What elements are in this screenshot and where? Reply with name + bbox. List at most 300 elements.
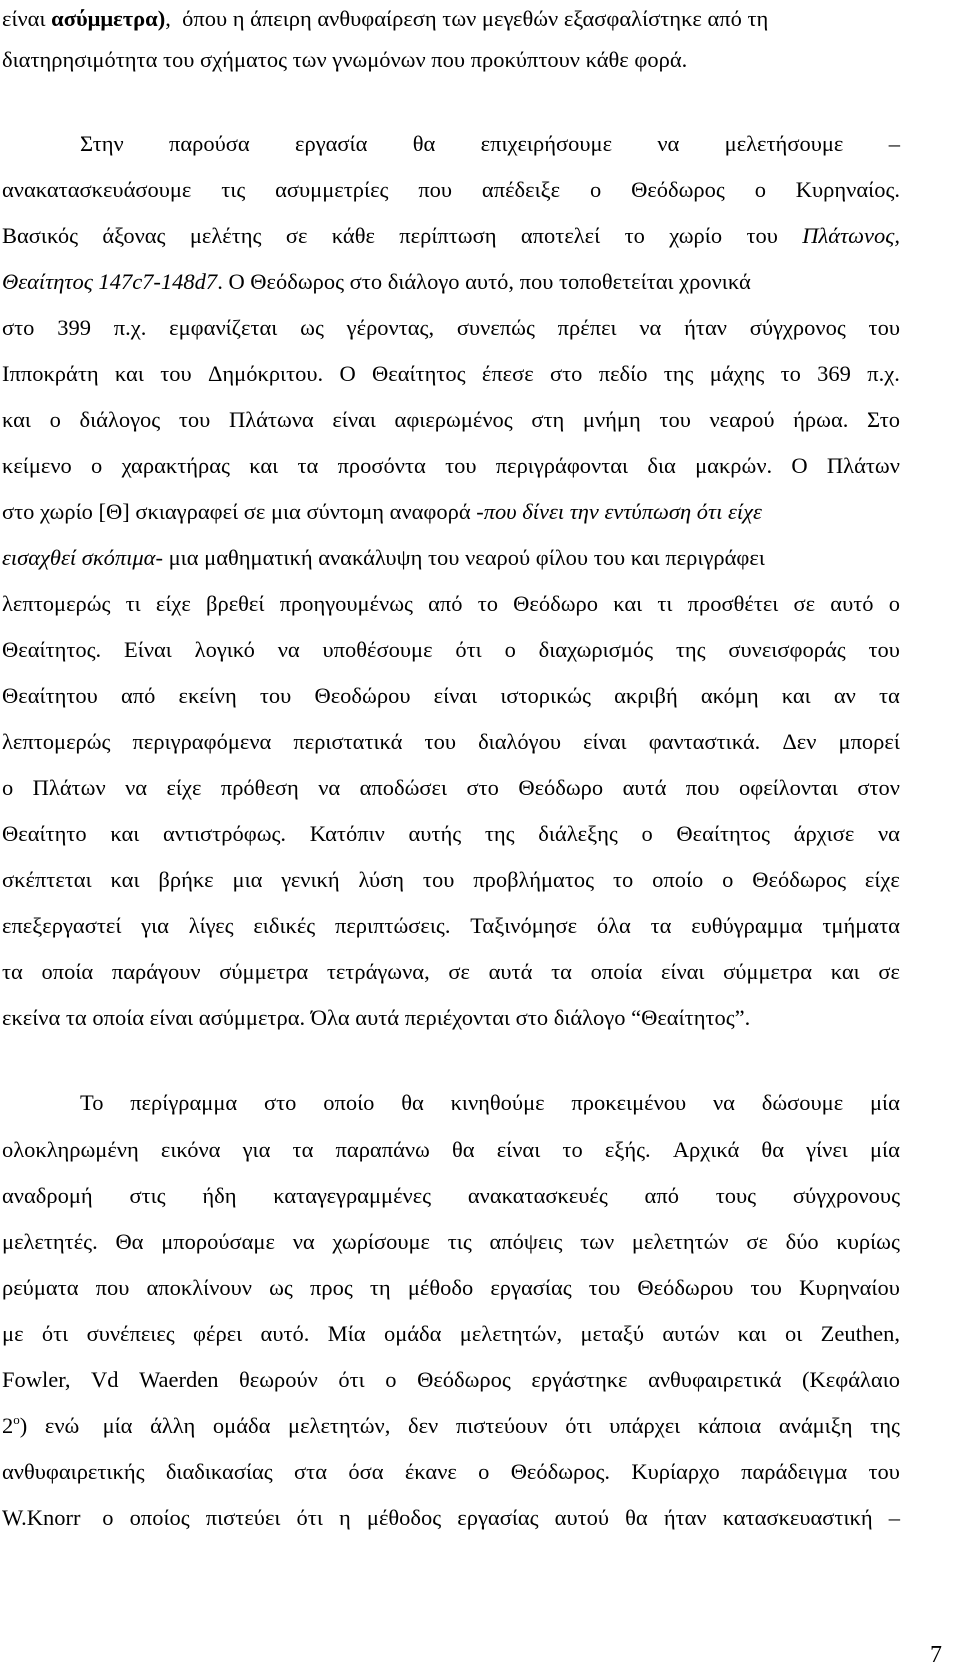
italic-text: Θεαίτητος 147c7-148d7 <box>2 269 218 294</box>
p2-line-20: εκείνα τα οποία είναι ασύμμετρα. Όλα αυτά περιέχονται στο διάλογο “Θεαίτητος”. <box>2 1005 751 1030</box>
word: Αρχικά <box>672 1137 740 1162</box>
p2-line-19 <box>2 955 900 989</box>
p1-line-2: διατηρησιμότητα του σχήματος των γνωμόνων που προκύπτουν κάθε φορά. <box>2 47 688 72</box>
word: W.Knorr <box>2 1505 81 1530</box>
word: δεν <box>407 1413 439 1438</box>
word: ο <box>504 637 516 662</box>
word: και <box>110 867 140 892</box>
p3-line-7 <box>2 1363 900 1397</box>
word: γίνει <box>806 1137 848 1162</box>
word: Κυρηναίου <box>799 1275 900 1300</box>
word: τι <box>657 591 673 616</box>
word: ότι <box>338 1367 365 1392</box>
word: Πλάτων <box>826 453 900 478</box>
word: μελετητών, <box>459 1321 563 1346</box>
word: στο <box>264 1090 297 1115</box>
word: κατασκευαστική <box>722 1505 873 1530</box>
word: τα <box>551 959 572 984</box>
word: Κατόπιν <box>309 821 385 846</box>
word: λεπτομερώς <box>2 591 111 616</box>
word: ανθυφαιρετικά <box>648 1367 782 1392</box>
page-number: 7 <box>930 1642 942 1668</box>
word: π.χ. <box>867 361 900 386</box>
word: αυτών <box>662 1321 720 1346</box>
word: μία <box>96 1413 133 1438</box>
word: στις <box>129 1183 166 1208</box>
p2-line-18 <box>2 909 900 943</box>
word: οποίος <box>129 1505 190 1530</box>
word: ότι <box>296 1505 323 1530</box>
word: να <box>639 315 662 340</box>
p3-line-1 <box>80 1086 900 1120</box>
word: αυτής <box>408 821 462 846</box>
word: πεδίο <box>598 361 648 386</box>
word: να <box>125 775 148 800</box>
word: ο <box>589 177 602 202</box>
word: Θεαίτητος. <box>2 637 102 662</box>
word: Ταξινόμησε <box>470 913 578 938</box>
word: Είναι <box>124 637 172 662</box>
p2-line-14 <box>2 725 900 759</box>
word: γενική <box>281 867 340 892</box>
word: του <box>422 867 455 892</box>
word: ενώ <box>44 1413 80 1438</box>
p3-line-3 <box>2 1179 900 1213</box>
word: η <box>339 1505 351 1530</box>
word: μία <box>869 1090 900 1115</box>
p2-line-5 <box>2 311 900 345</box>
word: συνέπειες <box>86 1321 175 1346</box>
p2-line-15 <box>2 771 900 805</box>
word: να <box>292 1229 315 1254</box>
word: οποία <box>41 959 94 984</box>
word: για <box>141 913 169 938</box>
word: ως <box>269 1275 293 1300</box>
word: φανταστικά. <box>648 729 761 754</box>
word: των <box>580 1229 615 1254</box>
word: σύμμετρα <box>219 959 309 984</box>
word: σκέπτεται <box>2 867 92 892</box>
word: θα <box>452 1137 475 1162</box>
p2-line-7 <box>2 403 900 437</box>
word: Πλάτωνος, <box>802 223 900 248</box>
p2-line-16 <box>2 817 900 851</box>
word: Vd <box>91 1367 119 1392</box>
word: της <box>663 361 694 386</box>
word: ο <box>478 1459 490 1484</box>
word: δώσουμε <box>761 1090 844 1115</box>
word: εικόνα <box>160 1137 221 1162</box>
word: κάποια <box>697 1413 762 1438</box>
word: συνεισφοράς <box>728 637 846 662</box>
text-run: είναι <box>2 6 52 31</box>
word: φέρει <box>193 1321 243 1346</box>
word: είχε <box>155 591 191 616</box>
word: και <box>110 821 140 846</box>
word: συνεπώς <box>456 315 535 340</box>
word: ο <box>2 775 14 800</box>
word: Το <box>80 1090 104 1115</box>
word: επιχειρήσουμε <box>480 131 613 156</box>
word: εκείνη <box>178 683 237 708</box>
word: παρούσα <box>169 131 250 156</box>
word: και <box>737 1321 767 1346</box>
word: Δημόκριτου. <box>207 361 324 386</box>
word: του <box>746 223 778 248</box>
word: Στο <box>867 407 900 432</box>
word: ακόμη <box>700 683 759 708</box>
word: είχε <box>864 867 900 892</box>
word: Θεαίτητο <box>2 821 87 846</box>
p2-line-12 <box>2 633 900 667</box>
word: παραπάνω <box>335 1137 430 1162</box>
word: χαρακτήρας <box>121 453 230 478</box>
word: άρχισε <box>793 821 855 846</box>
word: ιστορικώς <box>500 683 591 708</box>
word: μάχης <box>709 361 765 386</box>
word: του <box>659 407 691 432</box>
word: τετράγωνα, <box>326 959 430 984</box>
word: μελετητών, <box>288 1413 391 1438</box>
word: μακρών. <box>695 453 773 478</box>
word: καταγεγραμμένες <box>273 1183 432 1208</box>
p3-line-5 <box>2 1271 900 1305</box>
word: Πλάτωνα <box>228 407 314 432</box>
word: προκειμένου <box>571 1090 687 1115</box>
word: ανάμιξη <box>778 1413 853 1438</box>
word: τους <box>715 1183 757 1208</box>
word: της <box>675 637 706 662</box>
word: πιστεύει <box>205 1505 281 1530</box>
word: και <box>2 407 31 432</box>
word: αυτού <box>554 1505 610 1530</box>
p2-line-2 <box>2 173 900 207</box>
word: αναδρομή <box>2 1183 93 1208</box>
word: ευθύγραμμα <box>691 913 803 938</box>
word: ρεύματα <box>2 1275 79 1300</box>
word: προβλήματος <box>473 867 595 892</box>
word: σε <box>448 959 470 984</box>
word: προσόντα <box>337 453 426 478</box>
word: ήταν <box>684 315 727 340</box>
word: της <box>484 821 515 846</box>
word: και <box>613 591 643 616</box>
word: κείμενο <box>2 453 72 478</box>
word: προσθέτει <box>687 591 779 616</box>
p1-line-1 <box>2 2 960 36</box>
word: το <box>477 591 498 616</box>
word: λίγες <box>188 913 234 938</box>
word: άλλη <box>150 1413 196 1438</box>
word: μεταξύ <box>580 1321 644 1346</box>
word: ο <box>641 821 653 846</box>
word: τα <box>292 1137 314 1162</box>
word: σε <box>285 223 308 248</box>
word: 399 <box>57 315 91 340</box>
word: είναι <box>583 729 627 754</box>
p3-line-4 <box>2 1225 900 1259</box>
word: ομάδα <box>212 1413 271 1438</box>
word: ως <box>300 315 324 340</box>
word: υποθέσουμε <box>322 637 433 662</box>
word: διάλογος <box>79 407 161 432</box>
word: – <box>888 131 900 156</box>
word: εμφανίζεται <box>169 315 278 340</box>
word: χωρίο <box>669 223 723 248</box>
word: το <box>780 361 801 386</box>
word: Στην <box>80 131 124 156</box>
word: δύο <box>785 1229 819 1254</box>
word: ότι <box>41 1321 69 1346</box>
word: και <box>830 959 860 984</box>
word: θεωρούν <box>239 1367 318 1392</box>
word: του <box>750 1275 782 1300</box>
word: ο <box>722 867 734 892</box>
word: Θεόδωρο <box>513 591 599 616</box>
word: Δεν <box>782 729 817 754</box>
word: του <box>868 637 900 662</box>
word: στη <box>531 407 565 432</box>
word: ο <box>385 1367 397 1392</box>
word: αυτό <box>830 591 874 616</box>
word: να <box>277 637 300 662</box>
p2-line-6 <box>2 357 900 391</box>
word: να <box>318 775 341 800</box>
word: γέροντας, <box>346 315 435 340</box>
word: του <box>424 729 456 754</box>
p2-line-11 <box>2 587 900 621</box>
word: διαχωρισμός <box>538 637 654 662</box>
word: Waerden <box>139 1367 219 1392</box>
italic-text: -που δίνει την εντύπωση ότι είχε <box>476 499 762 524</box>
word: από <box>644 1183 679 1208</box>
word: ο <box>49 407 61 432</box>
word: να <box>712 1090 735 1115</box>
word: μέθοδος <box>366 1505 442 1530</box>
word: μελετητών <box>631 1229 729 1254</box>
word: ο <box>96 1505 114 1530</box>
word: ήταν <box>663 1505 707 1530</box>
word: μπορούσαμε <box>161 1229 275 1254</box>
text-run: . Ο Θεόδωρος στο διάλογο αυτό, που τοποθετείται χρονικά <box>217 269 751 294</box>
italic-text: εισαχθεί σκόπιμα <box>2 545 156 570</box>
word: το <box>624 223 645 248</box>
word: ασυμμετρίες <box>275 177 389 202</box>
word: περιστατικά <box>293 729 403 754</box>
word: Πλάτων <box>32 775 106 800</box>
word: και <box>249 453 279 478</box>
word: τμήματα <box>822 913 900 938</box>
p2-line-1 <box>80 127 900 161</box>
word: μελέτης <box>189 223 262 248</box>
word: Κυρηναίος. <box>795 177 900 202</box>
word: θα <box>625 1505 648 1530</box>
word: θα <box>761 1137 784 1162</box>
word: αυτό. <box>260 1321 310 1346</box>
word: μέθοδο <box>407 1275 474 1300</box>
word: βρεθεί <box>206 591 265 616</box>
word: περιγράφονται <box>495 453 629 478</box>
word: πιστεύουν <box>455 1413 548 1438</box>
word: Θεόδωρος <box>631 177 725 202</box>
word: του <box>868 1459 900 1484</box>
word: – <box>888 1505 900 1530</box>
word: λεπτομερώς <box>2 729 111 754</box>
word: ακριβή <box>614 683 678 708</box>
word: μελετήσουμε <box>724 131 844 156</box>
word: Βασικός <box>2 223 78 248</box>
word: δια <box>647 453 676 478</box>
word: Θεαίτητος <box>676 821 770 846</box>
word: του <box>588 1275 621 1300</box>
word: λογικό <box>194 637 255 662</box>
word: ο <box>888 591 900 616</box>
word: 369 <box>817 361 851 386</box>
word: περιπτώσεις. <box>334 913 451 938</box>
number: 2 <box>2 1413 14 1438</box>
p2-line-4 <box>2 265 960 299</box>
word: του <box>178 407 211 432</box>
word: σε <box>793 591 816 616</box>
word: τις <box>447 1229 472 1254</box>
word: ομάδα <box>383 1321 442 1346</box>
p2-line-13 <box>2 679 900 713</box>
word: ο <box>91 453 103 478</box>
word: σε <box>746 1229 768 1254</box>
word: Θεόδωρος <box>417 1367 511 1392</box>
p2-line-8 <box>2 449 900 483</box>
word: αποκλίνουν <box>146 1275 252 1300</box>
word: από <box>428 591 463 616</box>
word: είναι <box>660 959 705 984</box>
word: αφιερωμένος <box>394 407 513 432</box>
word: ειδικές <box>253 913 316 938</box>
text-run: - μια μαθηματική ανακάλυψη του νεαρού φίλου του και περιγράφει <box>155 545 765 570</box>
word: και <box>781 683 811 708</box>
word: περιγραφόμενα <box>132 729 272 754</box>
word: εργασίας <box>490 1275 572 1300</box>
word: Θεοδώρου <box>314 683 411 708</box>
word: στο <box>466 775 499 800</box>
word: του <box>445 453 477 478</box>
word: απόψεις <box>489 1229 563 1254</box>
p3-line-8 <box>2 1409 900 1443</box>
word: του <box>868 315 900 340</box>
word: ο <box>754 177 766 202</box>
word: Fowler, <box>2 1367 71 1392</box>
word: κάθε <box>331 223 375 248</box>
p3-line-10 <box>2 1501 900 1535</box>
word: οποίο <box>323 1090 375 1115</box>
word: νεαρού <box>709 407 775 432</box>
word: Zeuthen, <box>820 1321 900 1346</box>
word: περίπτωση <box>399 223 497 248</box>
word: το <box>612 867 634 892</box>
word: θα <box>401 1090 424 1115</box>
p2-line-9 <box>2 495 960 529</box>
word: Θεόδωρο <box>518 775 604 800</box>
word: Ο <box>339 361 356 386</box>
word: τα <box>650 913 672 938</box>
word: τι <box>125 591 141 616</box>
word: προς <box>309 1275 353 1300</box>
word: Θα <box>115 1229 144 1254</box>
word: παράδειγμα <box>741 1459 848 1484</box>
word: αν <box>833 683 856 708</box>
word: και <box>114 361 144 386</box>
word: ήρωα. <box>793 407 849 432</box>
word: ήδη <box>202 1183 237 1208</box>
word: κινηθούμε <box>450 1090 545 1115</box>
word: σύγχρονους <box>792 1183 900 1208</box>
word: μια <box>232 867 263 892</box>
word: είναι <box>433 683 478 708</box>
word: Θεαίτητου <box>2 683 98 708</box>
word: παράγουν <box>111 959 201 984</box>
word: Θεαίτητος <box>372 361 466 386</box>
word: εξής. <box>604 1137 651 1162</box>
word: υπάρχει <box>609 1413 681 1438</box>
text-run: στο χωρίο [Θ] σκιαγραφεί σε μια σύντομη αναφορά <box>2 499 477 524</box>
word: διαλόγου <box>478 729 561 754</box>
word: ολοκληρωμένη <box>2 1137 139 1162</box>
word: τα <box>879 683 900 708</box>
word: στον <box>857 775 900 800</box>
word: Θεόδωρου <box>637 1275 734 1300</box>
word: χωρίσουμε <box>332 1229 431 1254</box>
word: κυρίως <box>836 1229 900 1254</box>
word: να <box>657 131 680 156</box>
word: έκανε <box>404 1459 457 1484</box>
word: βρήκε <box>158 867 214 892</box>
word: του <box>259 683 292 708</box>
word: αυτά <box>488 959 533 984</box>
word: του <box>160 361 192 386</box>
word: ότι <box>455 637 482 662</box>
word: όλα <box>596 913 631 938</box>
paren: ) <box>19 1413 28 1438</box>
word: οφείλονται <box>738 775 838 800</box>
word: σύμμετρα <box>723 959 813 984</box>
superscript-number <box>2 1409 27 1443</box>
text-run: , όπου η άπειρη ανθυφαίρεση των μεγεθών εξασφαλίστηκε από τη <box>165 6 769 31</box>
word: είναι <box>496 1137 541 1162</box>
word: όσα <box>348 1459 384 1484</box>
word: της <box>870 1413 900 1438</box>
word: μελετητές. <box>2 1229 98 1254</box>
superscript: ο <box>13 1412 20 1427</box>
word: με <box>2 1321 24 1346</box>
word: διάλεξης <box>538 821 618 846</box>
word: οποία <box>590 959 643 984</box>
word: πρόθεση <box>220 775 299 800</box>
word: τα <box>297 453 319 478</box>
word: τις <box>221 177 246 202</box>
word: που <box>95 1275 130 1300</box>
word: τη <box>369 1275 391 1300</box>
word: άξονας <box>102 223 166 248</box>
word: επεξεργαστεί <box>2 913 122 938</box>
word: στα <box>294 1459 328 1484</box>
word: είναι <box>332 407 376 432</box>
word: π.χ. <box>113 315 147 340</box>
p2-line-3 <box>2 219 900 253</box>
word: αποδώσει <box>359 775 448 800</box>
p3-line-9 <box>2 1455 900 1489</box>
word: που <box>418 177 453 202</box>
word: Θεόδωρος <box>752 867 847 892</box>
word: έπεσε <box>481 361 534 386</box>
